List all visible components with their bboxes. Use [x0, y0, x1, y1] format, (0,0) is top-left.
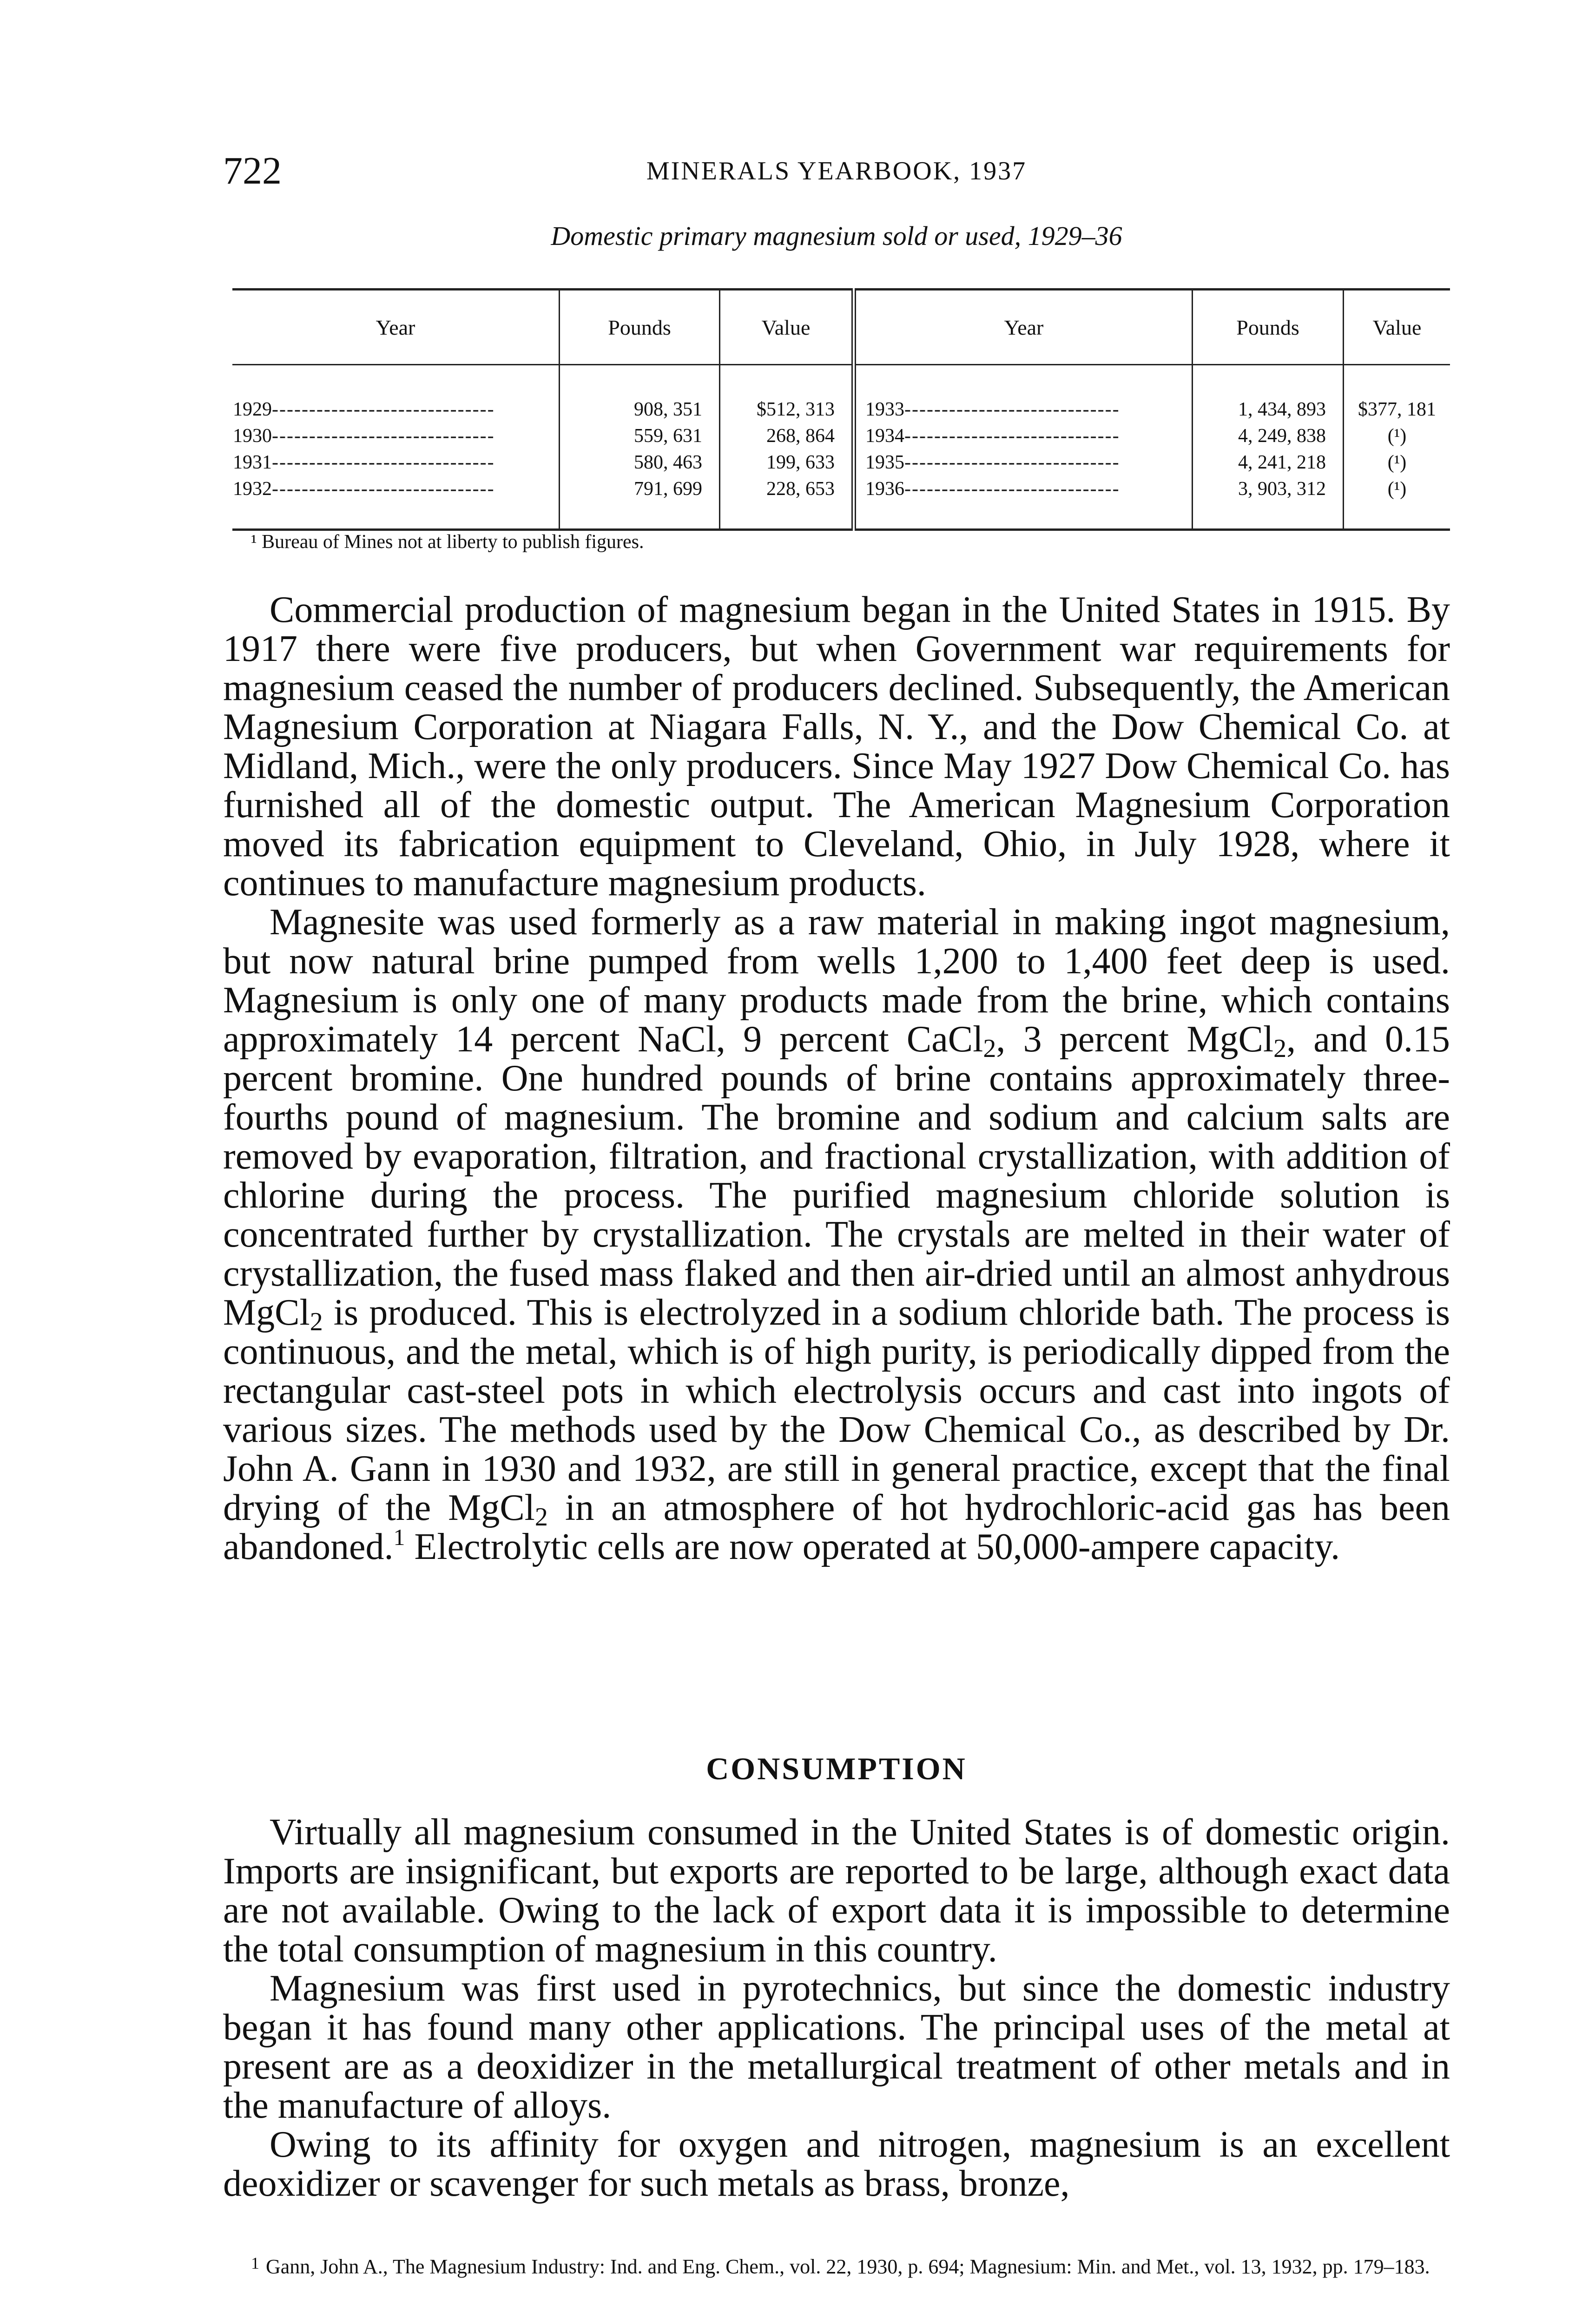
pounds-cell: 580, 463	[560, 448, 720, 475]
body-section-consumption	[223, 1813, 1450, 2203]
paragraph-consumption-deoxidizer: Owing to its affinity for oxygen and nitrogen, magnesium is an excellent deoxidizer or scavenger for such metals as brass, bronze,	[223, 2124, 1450, 2204]
magnesium-table	[232, 288, 1450, 512]
footnote-text: Gann, John A., The Magnesium Industry: Ind. and Eng. Chem., vol. 22, 1930, p. 694; Magnesium: Min. and Met., vol. 13, 1932, pp. 179–183.	[266, 2255, 1430, 2278]
pounds-cell: 4, 249, 838	[1193, 422, 1344, 448]
column-header-year-b: Year	[854, 290, 1193, 365]
value-cell: $512, 313	[720, 365, 854, 422]
table-row: 1931------------------------------ 580, 463 199, 633 1935----------------------------- 4, 241, 218 (¹)	[232, 448, 1450, 475]
body-section-production	[223, 590, 1450, 1566]
column-header-pounds-a: Pounds	[560, 290, 720, 365]
value-cell: 228, 653	[720, 475, 854, 530]
value-cell: (¹)	[1344, 422, 1450, 448]
value-cell: $377, 181	[1344, 365, 1450, 422]
table-row: 1932------------------------------ 791, 699 228, 653 1936----------------------------- 3, 903, 312 (¹)	[232, 475, 1450, 530]
column-header-year-a: Year	[232, 290, 560, 365]
running-head	[223, 148, 1450, 194]
running-title: MINERALS YEARBOOK, 1937	[646, 157, 1027, 185]
year-cell: 1930	[233, 425, 272, 447]
table-footnote: ¹ Bureau of Mines not at liberty to publish figures.	[251, 531, 644, 553]
value-cell: (¹)	[1344, 475, 1450, 530]
page-number: 722	[223, 149, 282, 192]
pounds-cell: 908, 351	[560, 365, 720, 422]
page-footnote	[223, 2251, 1450, 2278]
year-cell: 1935	[865, 452, 904, 473]
paragraph-production-process: Magnesite was used formerly as a raw material in making ingot magnesium, but now natural brine pumped from wells 1,200 to 1,400 feet deep is used. Magnesium is only one of many products made from the brine, which contains approximately 14 percent NaCl, 9 percent CaCl$_2$, 3 percent MgCl$_2$, and 0.15 percent bromine. One hundred pounds of brine contains approximately three-fourths pound of magnesium. The bromine and sodium and calcium salts are removed by evaporation, filtration, and fractional crystallization, with addition of chlorine during the process. The purified magnesium chloride solution is concentrated further by crystallization. The crystals are melted in their water of crystallization, the fused mass flaked and then air-dried until an almost anhydrous MgCl$_2$ is produced. This is electrolyzed in a sodium chloride bath. The process is continuous, and the metal, which is of high purity, is periodically dipped from the rectangular cast-steel pots in which electrolysis occurs and cast into ingots of various sizes. The methods used by the Dow Chemical Co., as described by Dr. John A. Gann in 1930 and 1932, are still in general practice, except that the final drying of the MgCl$_2$ in an atmosphere of hot hydrochloric-acid gas has been abandoned.$^1$ Electrolytic cells are now operated at 50,000-ampere capacity.	[223, 902, 1450, 1567]
table-row: 1930------------------------------ 559, 631 268, 864 1934----------------------------- 4, 249, 838 (¹)	[232, 422, 1450, 448]
footnote-reference: 1	[393, 1524, 405, 1550]
footnote-mark: 1	[251, 2254, 259, 2272]
year-cell: 1929	[233, 399, 272, 420]
pounds-cell: 4, 241, 218	[1193, 448, 1344, 475]
value-cell: (¹)	[1344, 448, 1450, 475]
year-cell: 1936	[865, 478, 904, 500]
table-title: Domestic primary magnesium sold or used, 1929–36	[551, 221, 1122, 251]
table-row: 1929------------------------------ 908, 351 $512, 313 1933----------------------------- 1, 434, 893 $377, 181	[232, 365, 1450, 422]
paragraph-consumption-uses: Magnesium was first used in pyrotechnics, but since the domestic industry began it has found many other applications. The principal uses of the metal at present are as a deoxidizer in the metallurgical treatment of other metals and in the manufacture of alloys.	[223, 1968, 1450, 2126]
year-cell: 1934	[865, 425, 904, 447]
year-cell: 1931	[233, 452, 272, 473]
pounds-cell: 559, 631	[560, 422, 720, 448]
paragraph-consumption-origin: Virtually all magnesium consumed in the United States is of domestic origin. Imports are insignificant, but exports are reported to be large, although exact data are not available. Owing to the lack of export data it is impossible to determine the total consumption of magnesium in this country.	[223, 1812, 1450, 1970]
table-header-row	[232, 290, 1450, 365]
column-header-value-a: Value	[720, 290, 854, 365]
paragraph-production-history: Commercial production of magnesium began in the United States in 1915. By 1917 there were five producers, but when Government war requirements for magnesium ceased the number of producers declined. Subsequently, the American Magnesium Corporation at Niagara Falls, N. Y., and the Dow Chemical Co. at Midland, Mich., were the only producers. Since May 1927 Dow Chemical Co. has furnished all of the domestic output. The American Magnesium Corporation moved its fabrication equipment to Cleveland, Ohio, in July 1928, where it continues to manufacture magnesium products.	[223, 589, 1450, 904]
pounds-cell: 791, 699	[560, 475, 720, 530]
column-header-pounds-b: Pounds	[1193, 290, 1344, 365]
year-cell: 1932	[233, 478, 272, 500]
pounds-cell: 3, 903, 312	[1193, 475, 1344, 530]
column-header-value-b: Value	[1344, 290, 1450, 365]
pounds-cell: 1, 434, 893	[1193, 365, 1344, 422]
section-heading-consumption: CONSUMPTION	[706, 1751, 967, 1786]
year-cell: 1933	[865, 399, 904, 420]
value-cell: 199, 633	[720, 448, 854, 475]
value-cell: 268, 864	[720, 422, 854, 448]
